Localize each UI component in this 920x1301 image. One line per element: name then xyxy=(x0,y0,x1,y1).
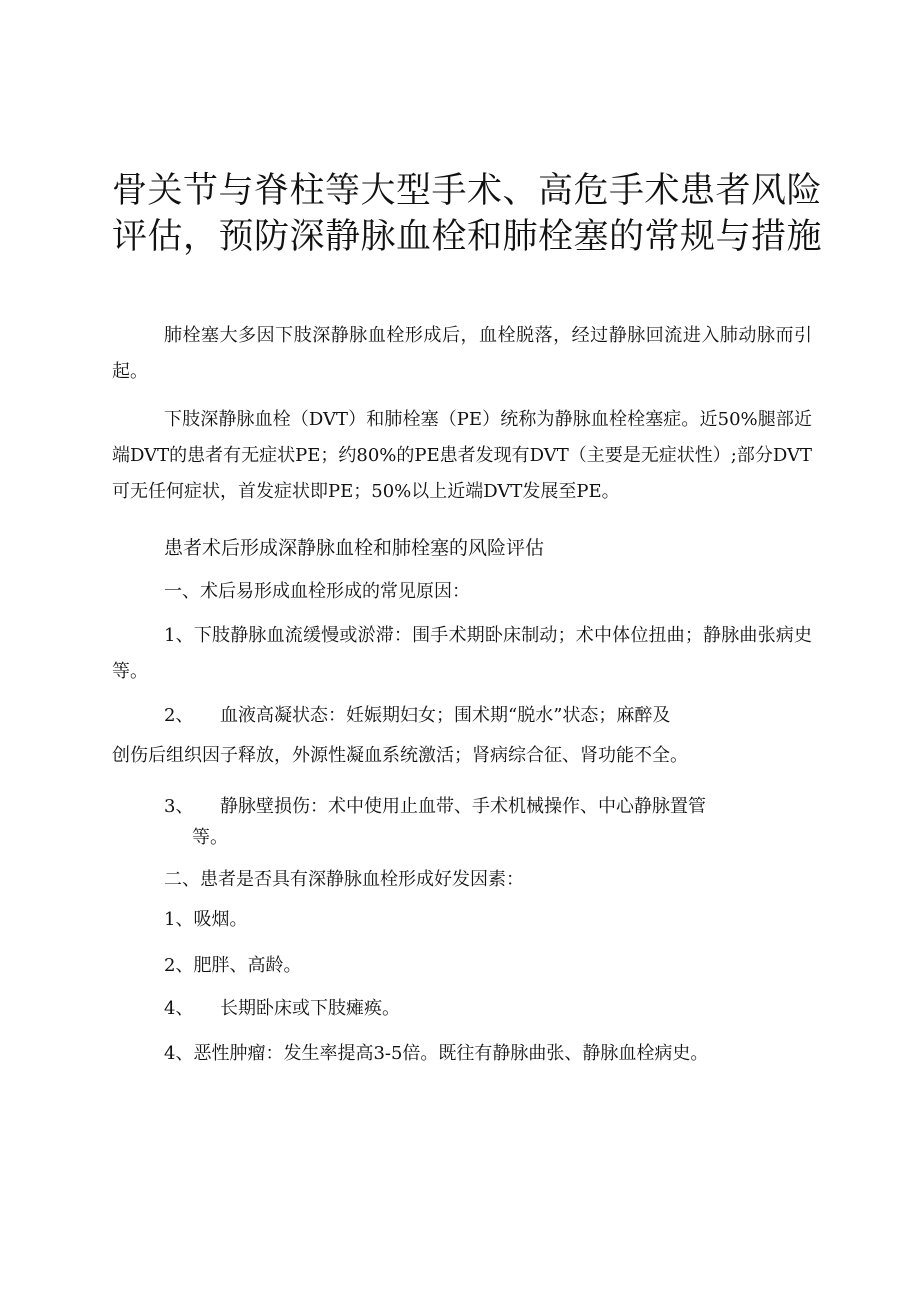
part2-item3-number: 4、 xyxy=(164,998,194,1019)
part1-item2-number: 2、 xyxy=(164,705,194,726)
intro-paragraph-2: 下肢深静脉血栓（DVT）和肺栓塞（PE）统称为静脉血栓栓塞症。近50%腿部近端DVT的患者有无症状PE；约80%的PE患者发现有DVT（主要是无症状性）;部分DVT可无任何症状，首发症状即PE；50%以上近端DVT发展至PE。 xyxy=(112,409,812,502)
part1-item2-line1: 血液高凝状态：妊娠期妇女；围术期“脱水”状态；麻醉及 xyxy=(220,705,671,726)
part2-item2: 2、肥胖、高龄。 xyxy=(164,955,302,976)
part1-item3-line1: 静脉壁损伤：术中使用止血带、手术机械操作、中心静脉置管 xyxy=(220,796,706,817)
section-heading: 患者术后形成深静脉血栓和肺栓塞的风险评估 xyxy=(164,537,545,559)
part1-heading: 一、术后易形成血栓形成的常见原因： xyxy=(164,581,470,602)
document-title: 骨关节与脊柱等大型手术、高危手术患者风险评估，预防深静脉血栓和肺栓塞的常规与措施 xyxy=(112,171,823,257)
intro-paragraph-1: 肺栓塞大多因下肢深静脉血栓形成后，血栓脱落，经过静脉回流进入肺动脉而引起。 xyxy=(112,325,812,382)
part2-item4: 4、恶性肿瘤：发生率提高3-5倍。既往有静脉曲张、静脉血栓病史。 xyxy=(164,1043,709,1064)
part2-heading: 二、患者是否具有深静脉血栓形成好发因素： xyxy=(164,869,524,890)
part1-item3-number: 3、 xyxy=(164,796,194,817)
part2-item3 xyxy=(164,997,400,1021)
part1-item2-line2: 创伤后组织因子释放，外源性凝血系统激活；肾病综合征、肾功能不全。 xyxy=(112,745,688,766)
part1-item3-line2: 等。 xyxy=(192,827,228,848)
part2-item1: 1、吸烟。 xyxy=(164,909,248,930)
part1-item1: 1、下肢静脉血流缓慢或淤滞：围手术期卧床制动；术中体位扭曲；静脉曲张病史等。 xyxy=(112,625,812,682)
part2-item3-text: 长期卧床或下肢瘫痪。 xyxy=(220,998,400,1019)
